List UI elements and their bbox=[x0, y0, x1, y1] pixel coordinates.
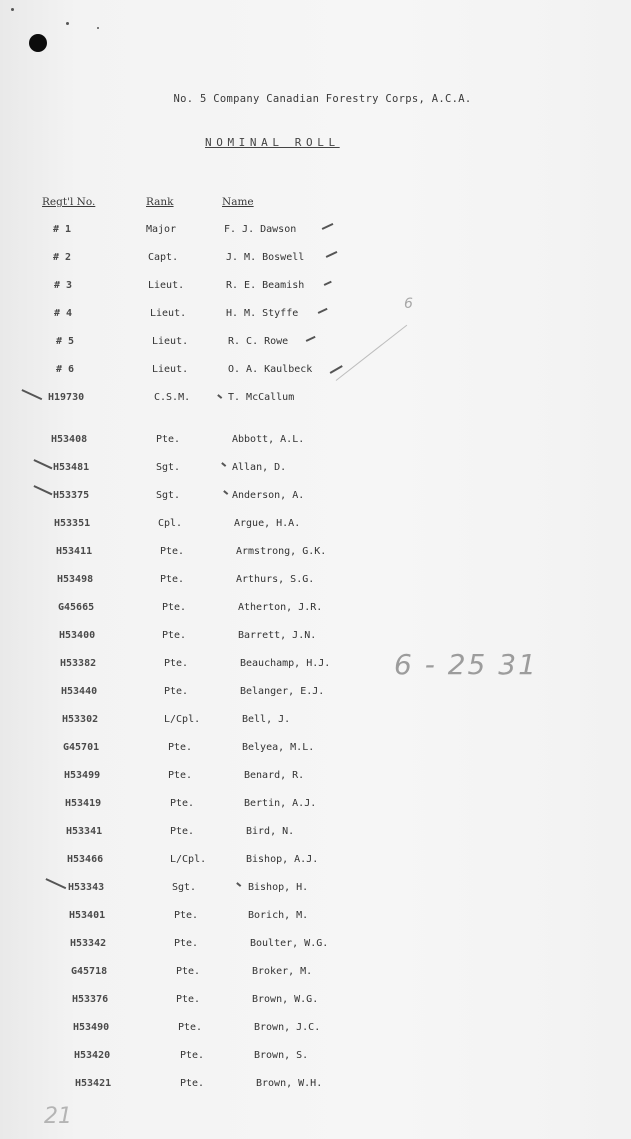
rank-cell: Sgt. bbox=[172, 882, 197, 893]
name-cell: Arthurs, S.G. bbox=[236, 574, 315, 585]
regt-number: H53466 bbox=[67, 854, 104, 865]
regt-number: H53481 bbox=[53, 462, 90, 473]
rank-cell: Major bbox=[146, 224, 177, 235]
regt-number: H19730 bbox=[48, 392, 85, 403]
name-cell: Brown, S. bbox=[254, 1050, 309, 1061]
name-cell: Brown, J.C. bbox=[254, 1022, 321, 1033]
roll-row bbox=[0, 364, 631, 378]
roll-row bbox=[0, 336, 631, 350]
name-cell: Brown, W.H. bbox=[256, 1078, 323, 1089]
regt-number: # 4 bbox=[54, 308, 73, 319]
roll-row bbox=[0, 686, 631, 700]
roll-title: NOMINAL ROLL bbox=[205, 136, 340, 149]
name-cell: Bell, J. bbox=[242, 714, 291, 725]
rank-cell: Capt. bbox=[148, 252, 179, 263]
roll-row bbox=[0, 252, 631, 266]
rank-cell: Pte. bbox=[168, 742, 193, 753]
rank-cell: Pte. bbox=[174, 938, 199, 949]
rank-cell: Pte. bbox=[162, 602, 187, 613]
name-cell: Bishop, A.J. bbox=[246, 854, 319, 865]
regt-number: H53498 bbox=[57, 574, 94, 585]
roll-row bbox=[0, 910, 631, 924]
regt-number: H53343 bbox=[68, 882, 105, 893]
column-header-rank: Rank bbox=[146, 196, 174, 208]
margin-note-six: 6 bbox=[404, 296, 413, 312]
rank-cell: Pte. bbox=[160, 574, 185, 585]
name-cell: Anderson, A. bbox=[232, 490, 305, 501]
page-number: 21 bbox=[44, 1104, 72, 1129]
rank-cell: Pte. bbox=[170, 826, 195, 837]
rank-cell: Lieut. bbox=[150, 308, 187, 319]
rank-cell: Pte. bbox=[178, 1022, 203, 1033]
roll-row bbox=[0, 966, 631, 980]
rank-cell: C.S.M. bbox=[154, 392, 191, 403]
roll-row bbox=[0, 574, 631, 588]
regt-number: # 2 bbox=[53, 252, 72, 263]
regt-number: H53376 bbox=[72, 994, 109, 1005]
roll-row bbox=[0, 770, 631, 784]
name-cell: Barrett, J.N. bbox=[238, 630, 317, 641]
name-cell: T. McCallum bbox=[228, 392, 295, 403]
name-cell: Armstrong, G.K. bbox=[236, 546, 327, 557]
rank-cell: Sgt. bbox=[156, 490, 181, 501]
company-heading: No. 5 Company Canadian Forestry Corps, A.C.A. bbox=[173, 93, 472, 105]
name-cell: Belyea, M.L. bbox=[242, 742, 315, 753]
name-cell: Beauchamp, H.J. bbox=[240, 658, 331, 669]
rank-cell: Pte. bbox=[176, 966, 201, 977]
rank-cell: Pte. bbox=[162, 630, 187, 641]
roll-row bbox=[0, 1022, 631, 1036]
name-cell: Belanger, E.J. bbox=[240, 686, 325, 697]
regt-number: H53421 bbox=[75, 1078, 112, 1089]
roll-row bbox=[0, 1050, 631, 1064]
rank-cell: L/Cpl. bbox=[170, 854, 207, 865]
roll-row bbox=[0, 938, 631, 952]
regt-number: G45701 bbox=[63, 742, 100, 753]
name-cell: Brown, W.G. bbox=[252, 994, 319, 1005]
roll-row bbox=[0, 854, 631, 868]
roll-row bbox=[0, 280, 631, 294]
name-cell: Borich, M. bbox=[248, 910, 309, 921]
rank-cell: Pte. bbox=[176, 994, 201, 1005]
name-cell: Broker, M. bbox=[252, 966, 313, 977]
regt-number: H53499 bbox=[64, 770, 101, 781]
regt-number: # 6 bbox=[56, 364, 75, 375]
roll-row bbox=[0, 630, 631, 644]
column-header-regt: Regt'l No. bbox=[42, 196, 96, 208]
speck-mark bbox=[97, 27, 99, 29]
roll-row bbox=[0, 994, 631, 1008]
regt-number: H53401 bbox=[69, 910, 106, 921]
regt-number: H53351 bbox=[54, 518, 91, 529]
name-cell: Boulter, W.G. bbox=[250, 938, 329, 949]
roll-row bbox=[0, 462, 631, 476]
roll-row bbox=[0, 742, 631, 756]
speck-mark bbox=[11, 8, 14, 11]
roll-row bbox=[0, 224, 631, 238]
regt-number: H53382 bbox=[60, 658, 97, 669]
column-header-name: Name bbox=[222, 196, 254, 208]
rank-cell: Pte. bbox=[170, 798, 195, 809]
regt-number: H53400 bbox=[59, 630, 96, 641]
name-cell: R. C. Rowe bbox=[228, 336, 289, 347]
regt-number: # 5 bbox=[56, 336, 75, 347]
roll-row bbox=[0, 826, 631, 840]
roll-row bbox=[0, 882, 631, 896]
name-cell: Allan, D. bbox=[232, 462, 287, 473]
name-cell: H. M. Styffe bbox=[226, 308, 299, 319]
rank-cell: Pte. bbox=[174, 910, 199, 921]
rank-cell: Lieut. bbox=[152, 336, 189, 347]
roll-row bbox=[0, 308, 631, 322]
name-cell: Bishop, H. bbox=[248, 882, 309, 893]
tally-note: 6 - 25 31 bbox=[394, 648, 538, 681]
rank-cell: Pte. bbox=[164, 686, 189, 697]
regt-number: H53420 bbox=[74, 1050, 111, 1061]
name-cell: Bird, N. bbox=[246, 826, 295, 837]
regt-number: # 3 bbox=[54, 280, 73, 291]
roll-row bbox=[0, 1078, 631, 1092]
regt-number: H53302 bbox=[62, 714, 99, 725]
rank-cell: Pte. bbox=[164, 658, 189, 669]
regt-number: H53341 bbox=[66, 826, 103, 837]
roll-row bbox=[0, 392, 631, 406]
name-cell: Argue, H.A. bbox=[234, 518, 301, 529]
rank-cell: Pte. bbox=[180, 1078, 205, 1089]
roll-row bbox=[0, 602, 631, 616]
roll-row bbox=[0, 490, 631, 504]
name-cell: F. J. Dawson bbox=[224, 224, 297, 235]
rank-cell: Lieut. bbox=[148, 280, 185, 291]
regt-number: H53490 bbox=[73, 1022, 110, 1033]
name-cell: J. M. Boswell bbox=[226, 252, 305, 263]
roll-row bbox=[0, 546, 631, 560]
regt-number: # 1 bbox=[53, 224, 72, 235]
roll-row bbox=[0, 714, 631, 728]
rank-cell: Pte. bbox=[168, 770, 193, 781]
name-cell: R. E. Beamish bbox=[226, 280, 305, 291]
name-cell: Benard, R. bbox=[244, 770, 305, 781]
regt-number: G45665 bbox=[58, 602, 95, 613]
speck-mark bbox=[66, 22, 69, 25]
rank-cell: Pte. bbox=[156, 434, 181, 445]
regt-number: H53411 bbox=[56, 546, 93, 557]
regt-number: H53342 bbox=[70, 938, 107, 949]
name-cell: O. A. Kaulbeck bbox=[228, 364, 313, 375]
regt-number: H53375 bbox=[53, 490, 90, 501]
name-cell: Abbott, A.L. bbox=[232, 434, 305, 445]
rank-cell: Pte. bbox=[160, 546, 185, 557]
name-cell: Atherton, J.R. bbox=[238, 602, 323, 613]
rank-cell: Pte. bbox=[180, 1050, 205, 1061]
rank-cell: Cpl. bbox=[158, 518, 183, 529]
rank-cell: L/Cpl. bbox=[164, 714, 201, 725]
regt-number: G45718 bbox=[71, 966, 108, 977]
regt-number: H53440 bbox=[61, 686, 98, 697]
regt-number: H53419 bbox=[65, 798, 102, 809]
regt-number: H53408 bbox=[51, 434, 88, 445]
rank-cell: Lieut. bbox=[152, 364, 189, 375]
punch-hole bbox=[29, 34, 47, 52]
roll-row bbox=[0, 798, 631, 812]
roll-row bbox=[0, 518, 631, 532]
roll-row bbox=[0, 434, 631, 448]
rank-cell: Sgt. bbox=[156, 462, 181, 473]
name-cell: Bertin, A.J. bbox=[244, 798, 317, 809]
